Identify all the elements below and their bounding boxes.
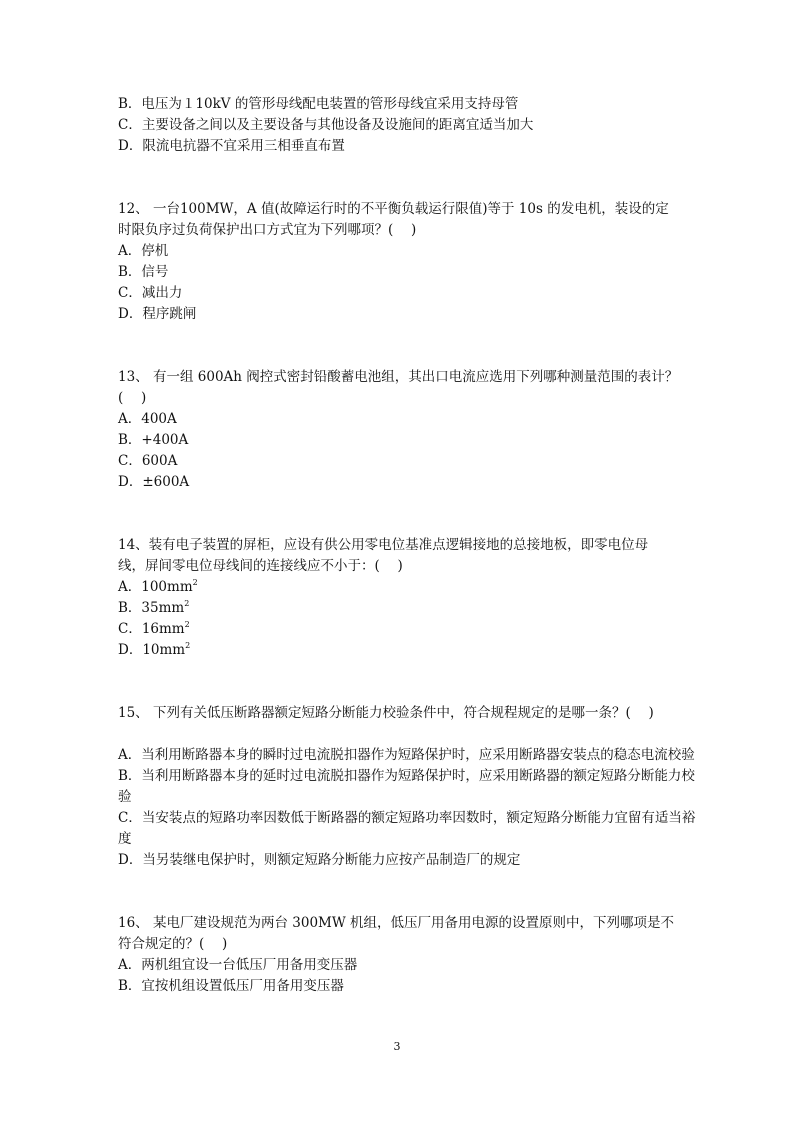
option-c: C．当安装点的短路功率因数低于断路器的额定短路功率因数时，额定短路分断能力宜留有适当裕度: [118, 810, 696, 847]
option-c: C．600A: [118, 453, 178, 469]
option-b: [118, 598, 698, 619]
question-stem: 15、 下列有关低压断路器额定短路分断能力校验条件中，符合规程规定的是哪一条？( ): [118, 705, 654, 721]
option-text: B．35mm: [118, 600, 185, 616]
question-stem: 14、装有电子装置的屏柜，应设有供公用零电位基准点逻辑接地的总接地板，即零电位母: [118, 537, 649, 553]
option-line: C．主要设备之间以及主要设备与其他设备及设施间的距离宜适当加大: [118, 117, 534, 133]
option-b: B．宜按机组设置低压厂用备用变压器: [118, 978, 344, 994]
continuation-options: [118, 94, 698, 157]
page-number: 3: [393, 1040, 401, 1053]
option-d: D．当另装继电保护时，则额定短路分断能力应按产品制造厂的规定: [118, 852, 521, 868]
option-d: D．程序跳闸: [118, 306, 197, 322]
unit-superscript: 2: [185, 641, 191, 650]
option-c: [118, 619, 698, 640]
question-15: [118, 703, 698, 871]
option-a: [118, 577, 698, 598]
option-text: D．10mm: [118, 642, 186, 658]
option-b: B．信号: [118, 264, 169, 280]
option-line: D．限流电抗器不宜采用三相垂直布置: [118, 138, 345, 154]
question-13: [118, 367, 698, 493]
option-a: A．两机组宜设一台低压厂用备用变压器: [118, 957, 358, 973]
option-b: B．+400A: [118, 432, 189, 448]
option-text: A．100mm: [118, 579, 193, 595]
question-stem: 符合规定的？( ): [118, 936, 228, 952]
unit-superscript: 2: [192, 578, 198, 587]
question-stem: 时限负序过负荷保护出口方式宜为下列哪项？( ): [118, 222, 417, 238]
unit-superscript: 2: [184, 620, 190, 629]
option-a: A．当利用断路器本身的瞬时过电流脱扣器作为短路保护时，应采用断路器安装点的稳态电流校验: [118, 747, 695, 763]
question-stem: 线，屏间零电位母线间的连接线应不小于：( ): [118, 558, 403, 574]
question-stem: 13、 有一组 600Ah 阀控式密封铅酸蓄电池组，其出口电流应选用下列哪种测量范围的表计？: [118, 369, 679, 385]
question-stem: ( ): [118, 390, 147, 406]
option-a: A．停机: [118, 243, 169, 259]
question-stem: 12、 一台100MW，A 值(故障运行时的不平衡负载运行限值)等于 10s 的发电机，装设的定: [118, 201, 669, 217]
question-16: [118, 913, 698, 997]
option-d: D．±600A: [118, 474, 190, 490]
option-a: A．400A: [118, 411, 177, 427]
unit-superscript: 2: [184, 599, 190, 608]
question-12: [118, 199, 698, 325]
question-14: [118, 535, 698, 661]
question-stem: 16、 某电厂建设规范为两台 300MW 机组，低压厂用备用电源的设置原则中，下列哪项是不: [118, 915, 675, 931]
page-content: [118, 94, 698, 997]
option-text: C．16mm: [118, 621, 185, 637]
option-b: B．当利用断路器本身的延时过电流脱扣器作为短路保护时，应采用断路器的额定短路分断能力校验: [118, 768, 695, 805]
option-c: C．减出力: [118, 285, 183, 301]
option-line: B．电压为１10kV 的管形母线配电装置的管形母线宜采用支持母管: [118, 96, 519, 112]
option-d: [118, 640, 698, 661]
